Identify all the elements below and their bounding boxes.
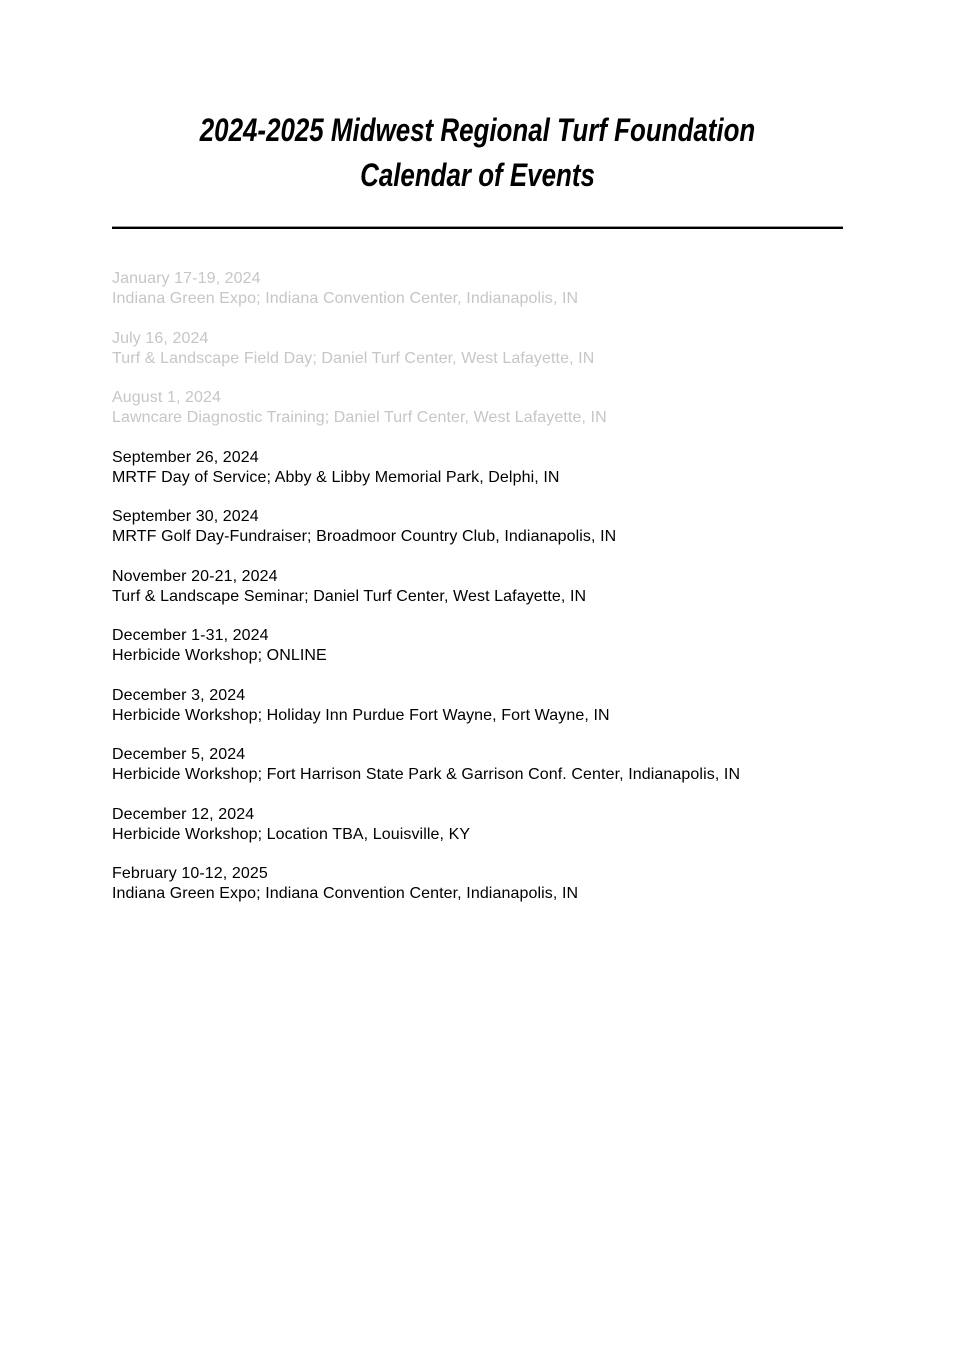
- event-item: [112, 626, 958, 666]
- document-title: [112, 108, 843, 198]
- title-line-2: Calendar of Events: [360, 157, 595, 193]
- event-date: July 16, 2024: [112, 329, 209, 347]
- event-date: September 26, 2024: [112, 448, 259, 466]
- document-page: [0, 108, 958, 1348]
- event-description: MRTF Day of Service; Abby & Libby Memorial Park, Delphi, IN: [112, 468, 560, 486]
- event-item: [112, 269, 958, 309]
- event-item: [112, 388, 958, 428]
- event-description: Herbicide Workshop; Fort Harrison State Park & Garrison Conf. Center, Indianapolis, IN: [112, 766, 741, 783]
- event-date: November 20-21, 2024: [112, 567, 278, 585]
- events-list: [112, 269, 958, 904]
- event-item: [112, 805, 958, 845]
- event-description: Indiana Green Expo; Indiana Convention Center, Indianapolis, IN: [112, 885, 579, 902]
- event-description: MRTF Golf Day-Fundraiser; Broadmoor Country Club, Indianapolis, IN: [112, 528, 617, 545]
- event-date: August 1, 2024: [112, 389, 222, 406]
- event-item: [112, 507, 958, 547]
- title-line-1: 2024-2025 Midwest Regional Turf Foundation: [199, 112, 756, 148]
- event-item: [112, 448, 958, 488]
- event-item: [112, 567, 958, 607]
- event-description: Herbicide Workshop; ONLINE: [112, 647, 327, 664]
- event-date: January 17-19, 2024: [112, 270, 261, 287]
- event-description: Lawncare Diagnostic Training; Daniel Turf Center, West Lafayette, IN: [112, 409, 607, 426]
- event-date: February 10-12, 2025: [112, 865, 268, 882]
- event-date: December 5, 2024: [112, 746, 246, 763]
- event-description: Indiana Green Expo; Indiana Convention Center, Indianapolis, IN: [112, 290, 579, 307]
- event-date: December 12, 2024: [112, 805, 255, 823]
- horizontal-rule: [112, 226, 843, 229]
- event-item: [112, 745, 958, 785]
- event-description: Herbicide Workshop; Holiday Inn Purdue Fort Wayne, Fort Wayne, IN: [112, 706, 610, 724]
- event-date: December 1-31, 2024: [112, 627, 269, 644]
- event-date: September 30, 2024: [112, 508, 259, 525]
- event-description: Herbicide Workshop; Location TBA, Louisville, KY: [112, 825, 471, 843]
- event-item: [112, 864, 958, 904]
- event-description: Turf & Landscape Seminar; Daniel Turf Center, West Lafayette, IN: [112, 587, 587, 605]
- event-item: [112, 686, 958, 726]
- event-date: December 3, 2024: [112, 686, 246, 704]
- event-item: [112, 329, 958, 369]
- event-description: Turf & Landscape Field Day; Daniel Turf Center, West Lafayette, IN: [112, 349, 595, 367]
